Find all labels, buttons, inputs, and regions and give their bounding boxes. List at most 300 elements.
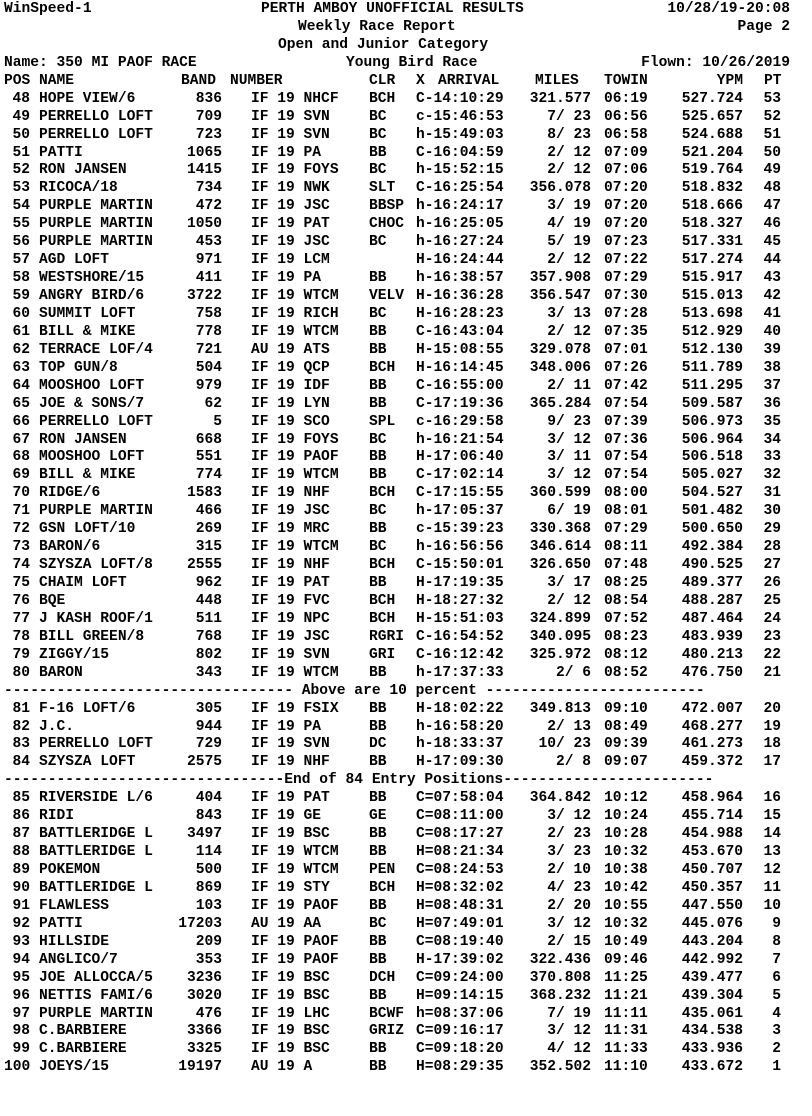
cell-number: IF 19 NPC [251,610,330,627]
cell-name: FLAWLESS [39,897,110,914]
cell-number: IF 19 BSC [251,826,330,843]
cell-pos: 82 [12,718,30,735]
cell-towin: 07:01 [604,341,648,358]
cell-number: IF 19 BSC [251,1041,330,1058]
table-row [4,665,812,683]
cell-miles: 3/ 12 [547,915,591,932]
cell-clr: PEN [369,862,396,878]
cell-arrival: H=08:21:34 [416,844,504,861]
cell-number: IF 19 WTCM [251,664,339,681]
table-row [4,952,812,970]
cell-name: TOP GUN/8 [39,359,118,376]
cell-arrival: H=09:14:15 [416,987,504,1004]
cell-miles: 2/ 20 [547,897,591,914]
cell-arrival: C-14:10:29 [416,90,504,107]
cell-pt: 50 [763,144,781,161]
cell-towin: 10:42 [604,879,648,896]
cell-number: IF 19 STY [251,879,330,896]
cell-name: PURPLE MARTIN [39,198,153,215]
cell-number: IF 19 FOYS [251,431,339,448]
cell-pos: 51 [12,144,30,161]
cell-number: IF 19 JSC [251,503,330,520]
cell-pos: 71 [12,503,30,520]
cell-ypm: 488.287 [681,592,743,609]
cell-name: SUMMIT LOFT [39,305,136,322]
cell-number: IF 19 PAT [251,216,330,233]
cell-band: 774 [195,467,222,484]
cell-miles: 329.078 [529,341,591,358]
table-row [4,844,812,862]
cell-ypm: 518.666 [681,198,743,215]
cell-miles: 356.078 [529,180,591,197]
cell-ypm: 461.273 [681,736,743,753]
cell-pt: 43 [763,270,781,287]
cell-clr: BC [369,126,387,143]
cell-clr: BCH [369,592,396,609]
cell-clr: SPL [369,413,396,430]
cell-clr: BB [369,987,387,1004]
cell-band: 2575 [186,754,222,771]
cell-band: 305 [195,700,222,717]
cell-arrival: H-17:06:40 [416,449,504,466]
table-row [4,880,812,898]
cell-band: 62 [204,395,222,412]
cell-clr: BC [369,503,387,520]
cell-pt: 4 [772,1005,781,1022]
cell-arrival: H-16:24:44 [416,252,504,269]
table-row [4,916,812,934]
table-row [4,736,812,754]
cell-pos: 86 [12,808,30,825]
cell-name: WESTSHORE/15 [39,270,145,287]
cell-number: IF 19 PAT [251,790,330,807]
cell-pt: 48 [763,180,781,197]
cell-ypm: 513.698 [681,305,743,322]
cell-number: IF 19 NWK [251,180,330,197]
cell-towin: 07:36 [604,431,648,448]
cell-arrival: c-15:39:23 [416,521,504,538]
cell-name: CHAIM LOFT [39,575,127,591]
cell-number: AU 19 A [251,1059,313,1076]
cell-name: HILLSIDE [39,933,110,950]
cell-ypm: 445.076 [681,915,743,932]
cell-towin: 07:09 [604,144,648,161]
cell-ypm: 454.988 [681,826,743,843]
table-row [4,701,812,719]
cell-pt: 45 [763,234,781,251]
table-row [4,934,812,952]
cell-band: 802 [195,646,222,663]
cell-pos: 78 [12,628,30,645]
cell-towin: 07:30 [604,288,648,304]
cell-name: F-16 LOFT/6 [39,700,136,717]
cell-band: 504 [195,359,222,376]
cell-miles: 325.972 [529,646,591,663]
cell-miles: 2/ 12 [547,592,591,609]
cell-pt: 23 [763,628,781,645]
cell-arrival: C-15:50:01 [416,557,504,574]
cell-clr: BCH [369,359,396,376]
cell-ypm: 501.482 [681,503,743,520]
cell-band: 944 [195,718,222,735]
cell-arrival: C-16:12:42 [416,646,504,663]
header-line-1 [4,1,812,19]
cell-name: PATTI [39,915,83,932]
cell-miles: 2/ 12 [547,252,591,269]
cell-towin: 07:52 [604,610,648,627]
cell-towin: 11:10 [604,1059,648,1076]
cell-number: IF 19 LCM [251,252,330,269]
cell-miles: 346.614 [529,539,591,556]
cell-band: 668 [195,431,222,448]
cell-name: JOEYS/15 [39,1059,110,1076]
separator-text: --------------------------------End of 84 Entry Positions------------------------ [4,772,714,789]
cell-arrival: h-17:05:37 [416,503,504,520]
cell-number: IF 19 SVN [251,126,330,143]
table-row [4,485,812,503]
cell-band: 411 [195,270,222,287]
table-row [4,252,812,270]
cell-ypm: 506.973 [681,413,743,430]
cell-number: IF 19 PA [251,144,322,161]
cell-ypm: 453.670 [681,844,743,861]
cell-towin: 08:12 [604,646,648,663]
cell-towin: 07:54 [604,395,648,412]
cell-ypm: 517.331 [681,234,743,251]
cell-ypm: 483.939 [681,628,743,645]
cell-towin: 09:10 [604,700,648,717]
cell-band: 3722 [186,288,222,304]
cell-arrival: C-16:04:59 [416,144,504,161]
cell-name: GSN LOFT/10 [39,521,136,538]
cell-miles: 2/ 23 [547,826,591,843]
cell-ypm: 435.061 [681,1005,743,1022]
cell-clr: BC [369,915,387,932]
cell-arrival: H-15:08:55 [416,341,504,358]
cell-name: JOE ALLOCCA/5 [39,969,153,986]
cell-miles: 322.436 [529,951,591,968]
cell-number: IF 19 WTCM [251,288,339,304]
table-row [4,1006,812,1024]
cell-arrival: H-17:09:30 [416,754,504,771]
cell-band: 709 [195,108,222,125]
cell-ypm: 433.672 [681,1059,743,1076]
cell-name: SZYSZA LOFT [39,754,136,771]
cell-clr: BC [369,305,387,322]
cell-band: 209 [195,933,222,950]
cell-arrival: H=07:49:01 [416,915,504,932]
cell-pt: 53 [763,90,781,107]
cell-name: MOOSHOO LOFT [39,377,145,394]
cell-towin: 07:54 [604,467,648,484]
cell-band: 721 [195,341,222,358]
cell-pt: 10 [763,897,781,914]
cell-arrival: h-16:27:24 [416,234,504,251]
cell-miles: 365.284 [529,395,591,412]
cell-band: 1065 [186,144,222,161]
cell-arrival: H-17:19:35 [416,575,504,591]
cell-pt: 5 [772,987,781,1004]
cell-pt: 46 [763,216,781,233]
cell-arrival: h-16:38:57 [416,270,504,287]
cell-number: IF 19 FVC [251,592,330,609]
table-row [4,629,812,647]
table-row [4,449,812,467]
cell-pt: 25 [763,592,781,609]
cell-pos: 66 [12,413,30,430]
cell-clr: BB [369,933,387,950]
cell-miles: 356.547 [529,288,591,304]
table-row [4,288,812,306]
cell-clr: BB [369,395,387,412]
cell-band: 114 [195,844,222,861]
flown-date: Flown: 10/26/2019 [641,54,790,71]
cell-towin: 11:25 [604,969,648,986]
cell-band: 448 [195,592,222,609]
cell-name: PATTI [39,144,83,161]
cell-pos: 64 [12,377,30,394]
cell-ypm: 515.917 [681,270,743,287]
cell-ypm: 518.832 [681,180,743,197]
cell-name: HOPE VIEW/6 [39,90,136,107]
col-pt: PT [764,72,782,89]
cell-miles: 9/ 23 [547,413,591,430]
table-row [4,1059,812,1077]
cell-arrival: C=09:18:20 [416,1041,504,1058]
cell-ypm: 512.929 [681,323,743,340]
cell-pt: 7 [772,951,781,968]
cell-ypm: 524.688 [681,126,743,143]
cell-band: 472 [195,198,222,215]
program-name: WinSpeed-1 [4,1,92,17]
cell-pt: 14 [763,826,781,843]
cell-band: 343 [195,664,222,681]
cell-band: 315 [195,539,222,556]
cell-pos: 94 [12,951,30,968]
cell-arrival: h=08:37:06 [416,1005,504,1022]
cell-miles: 4/ 19 [547,216,591,233]
table-row [4,862,812,880]
table-row [4,396,812,414]
cell-pos: 83 [12,736,30,753]
cell-pos: 84 [12,754,30,771]
table-row [4,593,812,611]
cell-arrival: H-15:51:03 [416,610,504,627]
cell-towin: 07:42 [604,377,648,394]
cell-towin: 11:31 [604,1023,648,1040]
cell-band: 3497 [186,826,222,843]
cell-pt: 36 [763,395,781,412]
col-band: BAND [181,72,217,89]
cell-clr: BB [369,664,387,681]
cell-pt: 51 [763,126,781,143]
cell-band: 511 [195,610,222,627]
cell-name: BILL GREEN/8 [39,628,145,645]
cell-miles: 3/ 11 [547,449,591,466]
cell-pos: 74 [12,557,30,574]
cell-name: RIVERSIDE L/6 [39,790,153,807]
cell-number: IF 19 SVN [251,736,330,753]
cell-pt: 16 [763,790,781,807]
cell-number: AU 19 ATS [251,341,330,358]
header-line-2 [4,19,812,37]
cell-pt: 6 [772,969,781,986]
cell-band: 971 [195,252,222,269]
cell-pt: 39 [763,341,781,358]
cell-ypm: 500.650 [681,521,743,538]
cell-miles: 2/ 12 [547,144,591,161]
cell-pos: 96 [12,987,30,1004]
cell-name: POKEMON [39,862,101,878]
cell-clr: BC [369,431,387,448]
table-row [4,414,812,432]
cell-pt: 1 [772,1059,781,1076]
cell-arrival: C=09:16:17 [416,1023,504,1040]
cell-name: RICOCA/18 [39,180,118,197]
cell-pos: 77 [12,610,30,627]
cell-pos: 50 [12,126,30,143]
table-row [4,216,812,234]
cell-number: IF 19 PA [251,718,322,735]
cell-ypm: 509.587 [681,395,743,412]
cell-clr: BB [369,1041,387,1058]
cell-band: 723 [195,126,222,143]
cell-pos: 63 [12,359,30,376]
cell-pos: 89 [12,862,30,878]
table-row [4,898,812,916]
cell-number: IF 19 PAOF [251,449,339,466]
cell-clr: BB [369,951,387,968]
cell-pt: 35 [763,413,781,430]
cell-towin: 07:20 [604,180,648,197]
category-title: Open and Junior Category [278,36,489,53]
cell-name: RIDGE/6 [39,485,101,502]
cell-clr: BCH [369,485,396,502]
cell-number: IF 19 SCO [251,413,330,430]
cell-arrival: C=07:58:04 [416,790,504,807]
cell-towin: 10:32 [604,915,648,932]
cell-pos: 62 [12,341,30,358]
cell-ypm: 512.130 [681,341,743,358]
cell-ypm: 443.204 [681,933,743,950]
table-row [4,467,812,485]
cell-miles: 3/ 12 [547,431,591,448]
cell-towin: 10:12 [604,790,648,807]
cell-name: C.BARBIERE [39,1041,127,1058]
cell-ypm: 525.657 [681,108,743,125]
table-row [4,109,812,127]
cell-arrival: h-17:37:33 [416,664,504,681]
cell-pos: 67 [12,431,30,448]
cell-miles: 370.808 [529,969,591,986]
cell-pos: 52 [12,162,30,179]
cell-miles: 8/ 23 [547,126,591,143]
cell-miles: 321.577 [529,90,591,107]
cell-number: IF 19 NHCF [251,90,339,107]
cell-number: IF 19 LHC [251,1005,330,1022]
cell-name: PURPLE MARTIN [39,234,153,251]
cell-band: 3236 [186,969,222,986]
cell-number: IF 19 FSIX [251,700,339,717]
cell-arrival: H-17:39:02 [416,951,504,968]
cell-name: BILL & MIKE [39,323,136,340]
cell-name: C.BARBIERE [39,1023,127,1040]
cell-miles: 6/ 19 [547,503,591,520]
table-row [4,790,812,808]
cell-pos: 97 [12,1005,30,1022]
cell-pos: 99 [12,1041,30,1058]
cell-clr: BB [369,826,387,843]
table-row [4,360,812,378]
cell-pt: 15 [763,808,781,825]
table-row [4,988,812,1006]
cell-number: IF 19 PAOF [251,933,339,950]
cell-name: ANGRY BIRD/6 [39,288,145,304]
cell-arrival: H-18:02:22 [416,700,504,717]
cell-ypm: 442.992 [681,951,743,968]
cell-clr: VELV [369,288,405,304]
table-row [4,342,812,360]
table-row [4,324,812,342]
table-row [4,1023,812,1041]
cell-towin: 08:00 [604,485,648,502]
col-pos: POS [4,72,31,89]
cell-clr: BB [369,467,387,484]
cell-number: IF 19 JSC [251,234,330,251]
cell-towin: 07:26 [604,359,648,376]
cell-number: AU 19 AA [251,915,322,932]
table-row [4,198,812,216]
table-row [4,1041,812,1059]
cell-number: IF 19 PAT [251,575,330,591]
cell-miles: 3/ 19 [547,198,591,215]
cell-pos: 57 [12,252,30,269]
col-ypm: YPM [716,72,743,89]
cell-pt: 27 [763,557,781,574]
cell-name: PERRELLO LOFT [39,413,153,430]
cell-miles: 2/ 6 [555,664,591,681]
cell-band: 1583 [186,485,222,502]
cell-pos: 81 [12,700,30,717]
cell-clr: BB [369,270,387,287]
cell-pt: 20 [763,700,781,717]
cell-arrival: C-16:25:54 [416,180,504,197]
cell-pos: 59 [12,288,30,304]
cell-pos: 69 [12,467,30,484]
cell-pos: 60 [12,305,30,322]
cell-ypm: 489.377 [681,575,743,591]
cell-clr: BB [369,323,387,340]
cell-arrival: H-18:27:32 [416,592,504,609]
cell-ypm: 511.295 [681,377,743,394]
cell-band: 778 [195,323,222,340]
cell-name: BARON [39,664,83,681]
header-line-3 [4,37,812,55]
cell-towin: 07:06 [604,162,648,179]
table-row [4,557,812,575]
cell-name: ANGLICO/7 [39,951,118,968]
cell-clr: GE [369,808,387,825]
cell-band: 2555 [186,557,222,574]
cell-miles: 2/ 12 [547,162,591,179]
cell-towin: 08:23 [604,628,648,645]
cell-clr: BB [369,844,387,861]
cell-pt: 38 [763,359,781,376]
cell-pt: 52 [763,108,781,125]
cell-name: PURPLE MARTIN [39,1005,153,1022]
cell-miles: 7/ 19 [547,1005,591,1022]
cell-clr: DCH [369,969,396,986]
